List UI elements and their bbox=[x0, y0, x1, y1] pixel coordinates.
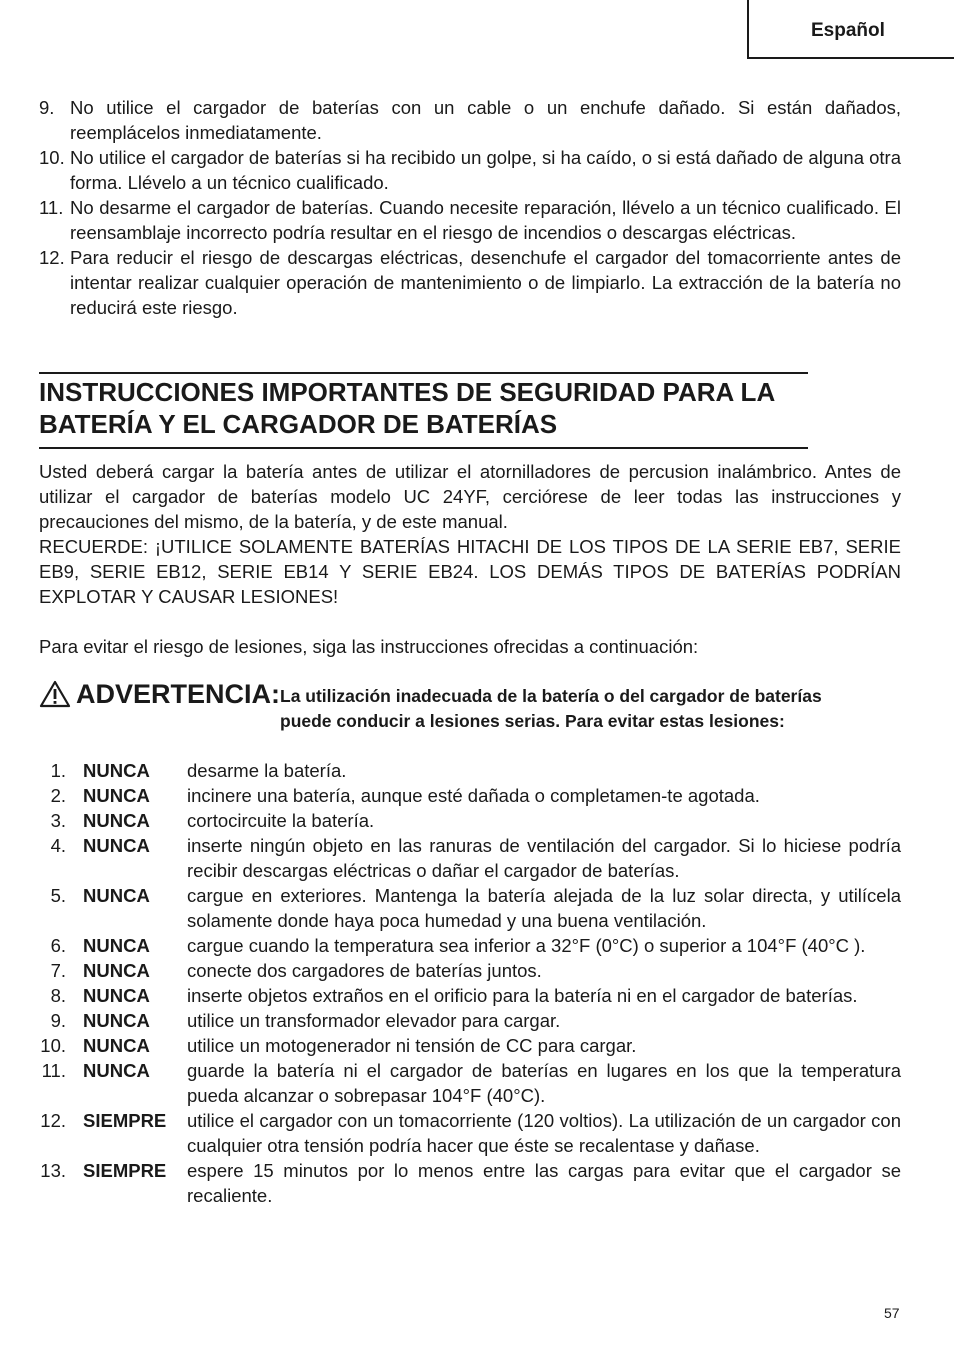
rule-text: espere 15 minutos por lo menos entre las cargas para evitar que el cargador se recaliente. bbox=[187, 1160, 901, 1206]
rule-keyword: NUNCA bbox=[83, 960, 150, 981]
rule-text: utilice el cargador con un tomacorriente (120 voltios). La utilización de un cargador con cualquier otra tensión podría hacer que éste se recalentase y dañase. bbox=[187, 1110, 901, 1156]
rule-number: 11. bbox=[41, 1060, 66, 1081]
rule-item bbox=[39, 1008, 901, 1033]
rule-number: 2. bbox=[50, 785, 66, 806]
rule-text: cargue cuando la temperatura sea inferior a 32°F (0°C) o superior a 104°F (40°C ). bbox=[187, 935, 866, 956]
intro-paragraph: Usted deberá cargar la batería antes de utilizar el atornilladores de percusion inalámbrico. Antes de utilizar el cargador de baterías modelo UC 24YF, cerciórese de leer todas las instrucciones y precauciones del mismo, de la batería, y de este manual. bbox=[39, 461, 901, 532]
warning-message-line1: La utilización inadecuada de la batería o del cargador de baterías bbox=[280, 686, 822, 706]
rule-number: 7. bbox=[50, 960, 66, 981]
rule-keyword: NUNCA bbox=[83, 1010, 150, 1031]
rule-text: inserte ningún objeto en las ranuras de ventilación del cargador. Si lo hiciese podría recibir descargas eléctricas o dañar el cargador de baterías. bbox=[187, 835, 901, 881]
rule-item bbox=[39, 833, 901, 883]
rule-text: inserte objetos extraños en el orificio para la batería ni en el cargador de baterías. bbox=[187, 985, 858, 1006]
list-item-text: No utilice el cargador de baterías con un cable o un enchufe dañado. Si están dañados, reemplácelos inmediatamente. bbox=[70, 97, 901, 143]
charger-safety-list bbox=[39, 95, 901, 320]
rule-text: utilice un transformador elevador para cargar. bbox=[187, 1010, 561, 1031]
page-number: 57 bbox=[884, 1305, 900, 1321]
list-item bbox=[39, 95, 901, 145]
rule-item bbox=[39, 983, 901, 1008]
rule-number: 13. bbox=[40, 1160, 66, 1181]
rule-item bbox=[39, 758, 901, 783]
rule-number: 5. bbox=[50, 885, 66, 906]
section-rule-bottom bbox=[39, 447, 808, 449]
list-item-number: 11. bbox=[39, 197, 64, 218]
rule-item bbox=[39, 883, 901, 933]
reminder-paragraph: RECUERDE: ¡UTILICE SOLAMENTE BATERÍAS HITACHI DE LOS TIPOS DE LA SERIE EB7, SERIE EB9, SERIE EB12, SERIE EB14 Y SERIE EB24. LOS DEMÁS TIPOS DE BATERÍAS PODRÍAN EXPLOTAR Y CAUSAR LESIONES! bbox=[39, 536, 901, 607]
section-rule-top bbox=[39, 372, 808, 374]
warning-message bbox=[280, 684, 910, 734]
list-item-text: Para reducir el riesgo de descargas eléctricas, desenchufe el cargador del tomacorriente antes de intentar realizar cualquier operación de mantenimiento o de limpiarlo. La extracción de la batería no reducirá este riesgo. bbox=[70, 247, 901, 318]
rule-keyword: NUNCA bbox=[83, 1035, 150, 1056]
rule-text: desarme la batería. bbox=[187, 760, 347, 781]
rule-keyword: SIEMPRE bbox=[83, 1110, 167, 1131]
list-item-text: No utilice el cargador de baterías si ha recibido un golpe, si ha caído, o si está dañado de alguna otra forma. Llévelo a un técnico cualificado. bbox=[70, 147, 901, 193]
instruction-text: Para evitar el riesgo de lesiones, siga las instrucciones ofrecidas a continuación: bbox=[39, 636, 699, 657]
rule-number: 6. bbox=[50, 935, 66, 956]
list-item bbox=[39, 245, 901, 320]
language-label: Español bbox=[811, 20, 885, 41]
list-item-number: 9. bbox=[39, 97, 55, 118]
language-tab bbox=[747, 0, 954, 59]
rule-number: 4. bbox=[50, 835, 66, 856]
rule-item bbox=[39, 1033, 901, 1058]
rule-keyword: NUNCA bbox=[83, 1060, 150, 1081]
battery-rules-list bbox=[39, 758, 901, 1208]
list-item-text: No desarme el cargador de baterías. Cuando necesite reparación, llévelo a un técnico cualificado. El reensamblaje incorrecto podría resultar en el riesgo de incendios o descargas eléctricas. bbox=[70, 197, 901, 243]
rule-text: utilice un motogenerador ni tensión de CC para cargar. bbox=[187, 1035, 637, 1056]
rule-keyword: NUNCA bbox=[83, 985, 150, 1006]
rule-text: incinere una batería, aunque esté dañada o completamen-te agotada. bbox=[187, 785, 760, 806]
rule-item bbox=[39, 1108, 901, 1158]
rule-keyword: NUNCA bbox=[83, 935, 150, 956]
rule-number: 1. bbox=[50, 760, 66, 781]
rule-keyword: NUNCA bbox=[83, 885, 150, 906]
rule-keyword: NUNCA bbox=[83, 810, 150, 831]
rule-keyword: NUNCA bbox=[83, 785, 150, 806]
list-item bbox=[39, 145, 901, 195]
rule-keyword: NUNCA bbox=[83, 835, 150, 856]
warning-label: ADVERTENCIA: bbox=[76, 679, 281, 709]
rule-text: cortocircuite la batería. bbox=[187, 810, 375, 831]
rule-text: cargue en exteriores. Mantenga la batería alejada de la luz solar directa, y utilícela solamente donde haya poca humedad y una buena ventilación. bbox=[187, 885, 901, 931]
section-title-line1: INSTRUCCIONES IMPORTANTES DE SEGURIDAD PARA LA bbox=[39, 377, 776, 407]
rule-item bbox=[39, 933, 901, 958]
rule-item bbox=[39, 783, 901, 808]
rule-item bbox=[39, 958, 901, 983]
rule-item bbox=[39, 1058, 901, 1108]
warning-triangle-icon bbox=[39, 680, 71, 708]
rule-number: 10. bbox=[40, 1035, 66, 1056]
rule-number: 9. bbox=[50, 1010, 66, 1031]
rule-item bbox=[39, 808, 901, 833]
rule-item bbox=[39, 1158, 901, 1208]
list-item-number: 12. bbox=[39, 247, 65, 268]
section-title bbox=[39, 376, 829, 440]
section-title-line2: BATERÍA Y EL CARGADOR DE BATERÍAS bbox=[39, 409, 558, 439]
section-intro bbox=[39, 459, 901, 609]
warning-message-line2: puede conducir a lesiones serias. Para evitar estas lesiones: bbox=[280, 711, 785, 731]
rule-number: 3. bbox=[50, 810, 66, 831]
rule-keyword: SIEMPRE bbox=[83, 1160, 167, 1181]
rule-number: 12. bbox=[40, 1110, 66, 1131]
rule-text: guarde la batería ni el cargador de baterías en lugares en los que la temperatura pueda alcanzar o sobrepasar 104°F (40°C). bbox=[187, 1060, 901, 1106]
list-item-number: 10. bbox=[39, 147, 65, 168]
rule-text: conecte dos cargadores de baterías juntos. bbox=[187, 960, 542, 981]
list-item bbox=[39, 195, 901, 245]
rule-number: 8. bbox=[50, 985, 66, 1006]
rule-keyword: NUNCA bbox=[83, 760, 150, 781]
